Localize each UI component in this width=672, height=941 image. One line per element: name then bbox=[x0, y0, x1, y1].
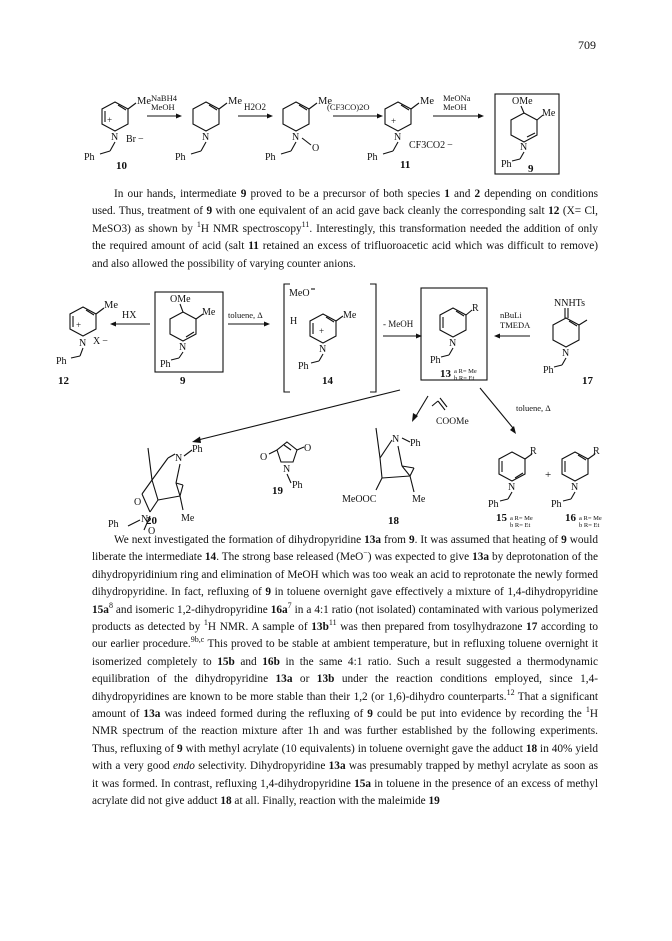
svg-text:N: N bbox=[141, 514, 149, 525]
paragraph-intermediate-9: In our hands, intermediate 9 proved to be a precursor of both species 1 and 2 depending on conditions used. Thus, treatment of 9 with one equivalent of an acid gave back cleanly the corresponding salt 12 (X= Cl, MeSO3) as shown by $^1$H NMR spectroscopy$^{11}$. Interestingly, this transformation needed the addition of only the required amount of acid (salt 11 retained an excess of trifluoroacetic acid which was difficult to remove) and also allowed the possibility of varying counter anions. bbox=[92, 188, 599, 270]
svg-text:N: N bbox=[562, 348, 570, 359]
reagent-h2o2: H2O2 bbox=[244, 102, 266, 112]
reaction-scheme-1 bbox=[0, 88, 672, 180]
svg-text:Ph: Ph bbox=[160, 359, 171, 370]
svg-text:Me: Me bbox=[318, 96, 332, 107]
svg-text:N: N bbox=[283, 464, 291, 475]
compound-label-9: 9 bbox=[528, 163, 534, 175]
reagent-toluene-heat-1: toluene, Δ bbox=[228, 310, 263, 320]
svg-text:a R= Me: a R= Me bbox=[454, 368, 477, 375]
compound-label-18: 18 bbox=[388, 515, 399, 527]
svg-text:Ph: Ph bbox=[192, 444, 203, 455]
compound-9-structure bbox=[495, 94, 559, 175]
acrylate-label: COOMe bbox=[436, 417, 469, 427]
methyl-label: Me bbox=[137, 96, 151, 107]
svg-text:Me: Me bbox=[202, 307, 216, 318]
reagent-tmeda: TMEDA bbox=[500, 320, 531, 330]
svg-text:b R= Et: b R= Et bbox=[579, 522, 600, 529]
nitrogen-label: N bbox=[111, 132, 119, 143]
compound-11-structure bbox=[367, 96, 453, 171]
svg-text:N: N bbox=[394, 132, 402, 143]
reagent-meoh-1: MeOH bbox=[151, 102, 175, 112]
compound-9-structure bbox=[155, 292, 223, 387]
svg-text:Me: Me bbox=[104, 300, 118, 311]
svg-text:Me: Me bbox=[420, 96, 434, 107]
svg-text:Ph: Ph bbox=[543, 365, 554, 376]
svg-text:N: N bbox=[79, 338, 87, 349]
svg-text:H: H bbox=[290, 316, 298, 327]
reagent-meoh-2: MeOH bbox=[443, 102, 467, 112]
compound-18-structure bbox=[342, 428, 426, 527]
tetrahydropyridine-structure bbox=[175, 96, 242, 163]
svg-text:O: O bbox=[260, 452, 268, 463]
compound-label-15: 15 bbox=[496, 512, 507, 524]
oxygen-label: O bbox=[312, 143, 320, 154]
reagent-nbuli: nBuLi bbox=[500, 310, 522, 320]
svg-text:Ph: Ph bbox=[551, 499, 562, 510]
svg-text:N: N bbox=[392, 434, 400, 445]
svg-text:Ph: Ph bbox=[488, 499, 499, 510]
phenyl-label: Ph bbox=[84, 152, 95, 163]
compound-label-9: 9 bbox=[180, 375, 186, 387]
compound-10-structure bbox=[84, 96, 151, 172]
compound-12-structure bbox=[56, 300, 118, 387]
svg-text:Ph: Ph bbox=[56, 356, 67, 367]
svg-text:NNHTs: NNHTs bbox=[554, 298, 585, 309]
svg-text:R: R bbox=[530, 446, 537, 457]
svg-text:+: + bbox=[319, 326, 325, 336]
svg-text:R: R bbox=[472, 303, 479, 314]
compound-label-17: 17 bbox=[582, 375, 593, 387]
n-oxide-structure bbox=[265, 96, 332, 163]
svg-text:Ph: Ph bbox=[410, 438, 421, 449]
svg-text:Ph: Ph bbox=[265, 152, 276, 163]
reagent-meona: MeONa bbox=[443, 93, 471, 103]
plus-charge: + bbox=[107, 115, 113, 125]
reagent-tfaa: (CF3CO)2O bbox=[327, 102, 370, 112]
svg-text:N: N bbox=[292, 132, 300, 143]
compound-13-structure bbox=[421, 288, 487, 382]
svg-text:Me: Me bbox=[228, 96, 242, 107]
compound-label-12: 12 bbox=[58, 375, 69, 387]
compound-label-20: 20 bbox=[146, 515, 157, 527]
reaction-scheme-2 bbox=[0, 280, 672, 537]
bromide-label: Br − bbox=[126, 134, 144, 145]
svg-text:a R= Me: a R= Me bbox=[510, 515, 533, 522]
svg-text:N: N bbox=[508, 482, 516, 493]
reagent-minus-meoh: - MeOH bbox=[383, 319, 414, 329]
svg-text:N: N bbox=[520, 142, 528, 153]
svg-text:Me: Me bbox=[542, 108, 556, 119]
paragraph-dihydropyridine-formation: We next investigated the formation of dihydropyridine 13a from 9. It was assumed that heating of 9 would liberate the intermediate 14. The strong base released (MeO−) was expected to give 13a by deprotonation of the dihydropyridinium ring and elimination of MeOH which was too weak an acid to reprotonate the newly formed dihydropyridine. In fact, refluxing of 9 in toluene overnight gave effectively a mixture of 1,4-dihydropyridine $15a^8$ and isomeric 1,2-dihydropyridine $16a^7$ in a 4:1 ratio (not isolated) contaminated with various polymerized products as detected by $^1$H NMR. A sample of $13b^{11}$ was then prepared from tosylhydrazone 17 according to our earlier procedure.$^{9b,c}$ This proved to be stable at ambient temperature, but in refluxing toluene overnight it isomerized completely to 15b and 16b in the same 4:1 ratio. Such a result suggested a thermodynamic equilibration of the dihydropyridine 13a or 13b under the reaction conditions employed, since 1,4-dihydropyridines are known to be more stable than their 1,2 (or 1,6)-dihydro counterparts.$^{12}$ That a significant amount of 13a was indeed formed during the refluxing of 9 could be put into evidence by recording the $^1$H NMR spectrum of the reaction mixture after 1h and was further established by the following experiments. Thus, refluxing of 9 with methyl acrylate (10 equivalents) in toluene overnight gave the adduct 18 in 40% yield with a very good endo selectivity. Dihydropyridine 13a was presumably trapped by methyl acrylate as soon as it was formed. In contrast, refluxing 1,4-dihydropyridine 15a in toluene in the presence of an excess of methyl acrylate did not give adduct 18 at all. Finally, reaction with the maleimide 19 bbox=[92, 534, 599, 808]
svg-text:b R= Et: b R= Et bbox=[454, 375, 475, 382]
compound-15-structure bbox=[488, 446, 537, 529]
svg-text:Ph: Ph bbox=[501, 159, 512, 170]
svg-text:OMe: OMe bbox=[170, 294, 191, 305]
svg-text:O: O bbox=[134, 497, 142, 508]
page-number: 709 bbox=[578, 38, 596, 52]
svg-text:N: N bbox=[319, 344, 327, 355]
svg-text:Ph: Ph bbox=[367, 152, 378, 163]
compound-label-13: 13 bbox=[440, 368, 451, 380]
svg-text:N: N bbox=[571, 482, 579, 493]
svg-text:Ph: Ph bbox=[298, 361, 309, 372]
compound-20-structure bbox=[108, 444, 203, 537]
svg-text:O: O bbox=[304, 443, 312, 454]
svg-text:N: N bbox=[175, 453, 183, 464]
svg-text:Ph: Ph bbox=[108, 519, 119, 530]
svg-text:MeOOC: MeOOC bbox=[342, 494, 377, 505]
svg-text:a R= Me: a R= Me bbox=[579, 515, 602, 522]
plus-sign: + bbox=[545, 469, 552, 481]
compound-label-14: 14 bbox=[322, 375, 333, 387]
svg-text:Me: Me bbox=[412, 494, 426, 505]
reagent-nabh4: NaBH4 bbox=[151, 93, 177, 103]
reagent-hx: HX bbox=[122, 310, 137, 321]
svg-text:N: N bbox=[202, 132, 210, 143]
svg-text:Ph: Ph bbox=[292, 480, 303, 491]
svg-text:OMe: OMe bbox=[512, 96, 533, 107]
trifluoroacetate-label: CF3CO2 − bbox=[409, 140, 453, 151]
compound-label-11: 11 bbox=[400, 159, 411, 171]
svg-text:b R= Et: b R= Et bbox=[510, 522, 531, 529]
svg-text:N: N bbox=[449, 338, 457, 349]
svg-text:MeO: MeO bbox=[289, 288, 310, 299]
svg-text:Ph: Ph bbox=[430, 355, 441, 366]
svg-text:+: + bbox=[76, 320, 82, 330]
svg-text:R: R bbox=[593, 446, 600, 457]
svg-text:N: N bbox=[179, 342, 187, 353]
svg-text:Me: Me bbox=[343, 310, 357, 321]
compound-16-structure bbox=[551, 446, 602, 529]
reagent-toluene-heat-2: toluene, Δ bbox=[516, 403, 551, 413]
compound-14-structure bbox=[284, 284, 376, 392]
compound-19-structure bbox=[260, 442, 311, 497]
compound-label-16: 16 bbox=[565, 512, 576, 524]
svg-text:+: + bbox=[391, 116, 397, 126]
svg-text:X −: X − bbox=[93, 336, 108, 347]
compound-label-19: 19 bbox=[272, 485, 283, 497]
compound-17-structure bbox=[543, 298, 594, 387]
svg-text:O: O bbox=[148, 526, 156, 537]
svg-text:Ph: Ph bbox=[175, 152, 186, 163]
svg-text:Me: Me bbox=[181, 513, 195, 524]
compound-label-10: 10 bbox=[116, 160, 127, 172]
